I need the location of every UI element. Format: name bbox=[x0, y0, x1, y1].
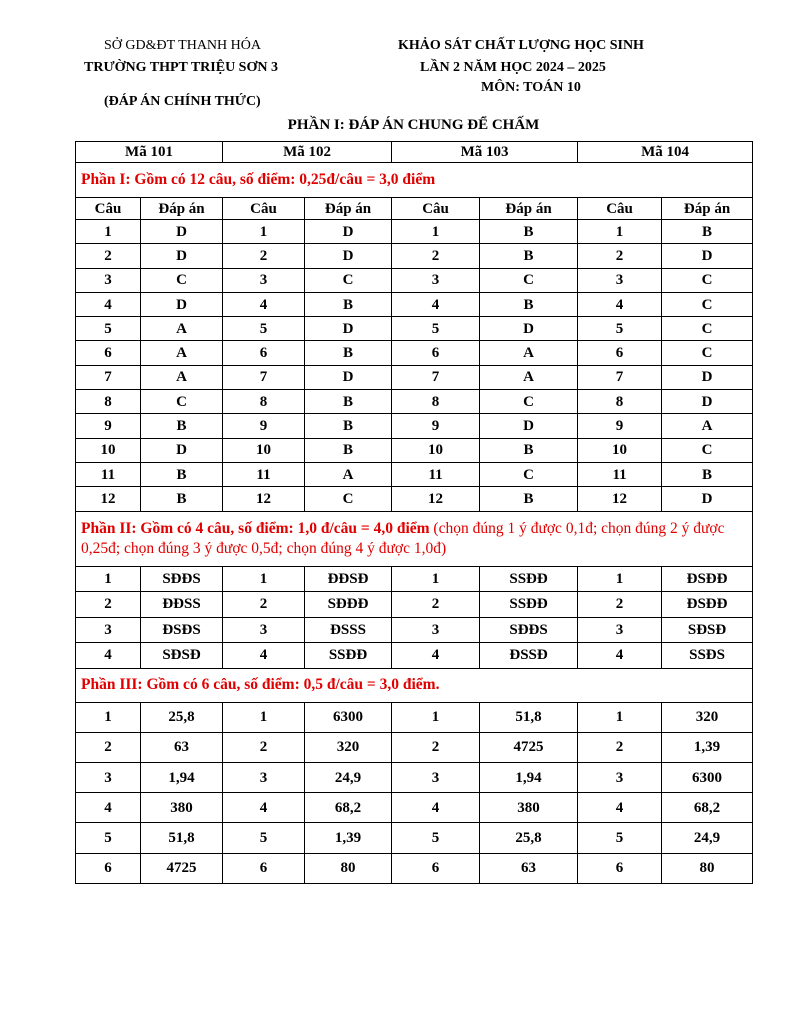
question-number: 1 bbox=[578, 220, 662, 244]
answer-cell: 25,8 bbox=[141, 702, 223, 732]
question-number: 2 bbox=[578, 732, 662, 762]
answer-cell: SSĐĐ bbox=[480, 592, 578, 618]
answer-cell: 24,9 bbox=[305, 762, 392, 792]
answer-cell: 80 bbox=[662, 853, 753, 883]
question-number: 2 bbox=[223, 592, 305, 618]
answer-cell: 51,8 bbox=[141, 823, 223, 853]
answer-cell: SĐSĐ bbox=[141, 643, 223, 669]
question-number: 7 bbox=[392, 365, 480, 389]
question-number: 6 bbox=[223, 853, 305, 883]
table-row bbox=[76, 292, 753, 316]
question-number: 11 bbox=[223, 462, 305, 486]
col-question-header: Câu bbox=[223, 198, 305, 220]
answer-cell: 6300 bbox=[662, 762, 753, 792]
question-number: 3 bbox=[76, 762, 141, 792]
col-question-header: Câu bbox=[578, 198, 662, 220]
question-number: 5 bbox=[578, 823, 662, 853]
answer-cell: B bbox=[480, 220, 578, 244]
answer-cell: ĐSĐS bbox=[141, 617, 223, 643]
col-question-header: Câu bbox=[392, 198, 480, 220]
col-question-header: Câu bbox=[76, 198, 141, 220]
answer-cell: C bbox=[141, 390, 223, 414]
question-number: 10 bbox=[223, 438, 305, 462]
answer-cell: SSĐĐ bbox=[305, 643, 392, 669]
answer-cell: C bbox=[480, 390, 578, 414]
question-number: 8 bbox=[223, 390, 305, 414]
table-row bbox=[76, 244, 753, 268]
answer-cell: C bbox=[662, 317, 753, 341]
question-number: 4 bbox=[76, 292, 141, 316]
table-row bbox=[76, 317, 753, 341]
question-number: 3 bbox=[578, 268, 662, 292]
question-number: 5 bbox=[76, 317, 141, 341]
answer-cell: 1,39 bbox=[662, 732, 753, 762]
question-number: 1 bbox=[392, 220, 480, 244]
question-number: 12 bbox=[76, 487, 141, 511]
question-number: 2 bbox=[223, 244, 305, 268]
question-number: 4 bbox=[223, 643, 305, 669]
part2-title: Phần II: Gồm có 4 câu, số điểm: 1,0 đ/câu = 4,0 điểm bbox=[81, 519, 430, 537]
exam-code: Mã 103 bbox=[392, 142, 578, 163]
question-number: 4 bbox=[223, 292, 305, 316]
answer-cell: D bbox=[480, 317, 578, 341]
answer-cell: SĐĐS bbox=[480, 617, 578, 643]
table-row bbox=[76, 592, 753, 618]
table-row bbox=[76, 220, 753, 244]
question-number: 7 bbox=[223, 365, 305, 389]
answer-cell: D bbox=[305, 365, 392, 389]
table-row bbox=[76, 414, 753, 438]
question-number: 2 bbox=[76, 592, 141, 618]
question-number: 9 bbox=[76, 414, 141, 438]
question-number: 4 bbox=[223, 793, 305, 823]
answer-cell: A bbox=[141, 365, 223, 389]
question-number: 5 bbox=[578, 317, 662, 341]
question-number: 7 bbox=[76, 365, 141, 389]
answer-cell: 320 bbox=[305, 732, 392, 762]
answer-cell: SĐĐS bbox=[141, 566, 223, 592]
exam-round: LẦN 2 NĂM HỌC 2024 – 2025 bbox=[420, 60, 606, 75]
question-number: 8 bbox=[76, 390, 141, 414]
table-row bbox=[76, 487, 753, 511]
question-number: 1 bbox=[223, 566, 305, 592]
answer-cell: C bbox=[662, 438, 753, 462]
table-row bbox=[76, 617, 753, 643]
answer-cell: D bbox=[305, 220, 392, 244]
question-number: 1 bbox=[76, 702, 141, 732]
question-number: 11 bbox=[392, 462, 480, 486]
answer-cell: B bbox=[480, 292, 578, 316]
answer-cell: ĐSSĐ bbox=[480, 643, 578, 669]
answer-cell: SĐĐĐ bbox=[305, 592, 392, 618]
answer-cell: 63 bbox=[141, 732, 223, 762]
question-number: 1 bbox=[392, 702, 480, 732]
exam-code: Mã 102 bbox=[223, 142, 392, 163]
answer-cell: B bbox=[305, 341, 392, 365]
answer-cell: A bbox=[305, 462, 392, 486]
question-number: 9 bbox=[392, 414, 480, 438]
question-number: 7 bbox=[578, 365, 662, 389]
exam-code: Mã 101 bbox=[76, 142, 223, 163]
question-number: 3 bbox=[392, 617, 480, 643]
answer-cell: 68,2 bbox=[662, 793, 753, 823]
subject: MÔN: TOÁN 10 bbox=[481, 80, 581, 95]
answer-cell: 68,2 bbox=[305, 793, 392, 823]
question-number: 11 bbox=[578, 462, 662, 486]
part3-header-row bbox=[76, 668, 753, 702]
question-number: 2 bbox=[76, 732, 141, 762]
question-number: 9 bbox=[578, 414, 662, 438]
question-number: 2 bbox=[392, 592, 480, 618]
dept-name: SỞ GD&ĐT THANH HÓA bbox=[104, 38, 261, 53]
question-number: 3 bbox=[223, 762, 305, 792]
col-answer-header: Đáp án bbox=[305, 198, 392, 220]
question-number: 6 bbox=[392, 341, 480, 365]
question-number: 10 bbox=[392, 438, 480, 462]
answer-cell: C bbox=[305, 268, 392, 292]
question-number: 9 bbox=[223, 414, 305, 438]
answer-cell: D bbox=[305, 317, 392, 341]
question-number: 3 bbox=[76, 617, 141, 643]
question-number: 12 bbox=[578, 487, 662, 511]
answer-cell: B bbox=[141, 487, 223, 511]
answer-cell: ĐSĐĐ bbox=[662, 592, 753, 618]
answer-cell: 25,8 bbox=[480, 823, 578, 853]
official-label: (ĐÁP ÁN CHÍNH THỨC) bbox=[104, 94, 261, 109]
answer-cell: A bbox=[480, 341, 578, 365]
question-number: 3 bbox=[392, 268, 480, 292]
question-number: 4 bbox=[578, 793, 662, 823]
answer-cell: ĐSSS bbox=[305, 617, 392, 643]
answer-cell: 1,94 bbox=[480, 762, 578, 792]
answer-cell: C bbox=[480, 462, 578, 486]
answer-cell: 1,94 bbox=[141, 762, 223, 792]
question-number: 12 bbox=[392, 487, 480, 511]
question-number: 6 bbox=[76, 341, 141, 365]
question-number: 4 bbox=[76, 793, 141, 823]
question-number: 4 bbox=[392, 643, 480, 669]
answer-cell: D bbox=[141, 220, 223, 244]
answer-cell: A bbox=[141, 317, 223, 341]
question-number: 3 bbox=[578, 617, 662, 643]
question-number: 4 bbox=[76, 643, 141, 669]
question-number: 1 bbox=[223, 220, 305, 244]
table-row bbox=[76, 390, 753, 414]
answer-cell: D bbox=[662, 390, 753, 414]
part2-note: (chọn đúng 1 ý được 0,1đ; chọn đúng 2 ý được 0,25đ; chọn đúng 3 ý được 0,5đ; chọn đúng 4 ý được 1,0đ) bbox=[81, 519, 725, 557]
table-row bbox=[76, 341, 753, 365]
answer-cell: 24,9 bbox=[662, 823, 753, 853]
answer-cell: B bbox=[141, 414, 223, 438]
col-answer-header: Đáp án bbox=[141, 198, 223, 220]
answer-cell: B bbox=[305, 414, 392, 438]
question-number: 10 bbox=[76, 438, 141, 462]
answer-cell: 320 bbox=[662, 702, 753, 732]
question-number: 3 bbox=[578, 762, 662, 792]
answer-cell: ĐĐSS bbox=[141, 592, 223, 618]
question-number: 6 bbox=[578, 341, 662, 365]
question-number: 3 bbox=[392, 762, 480, 792]
question-number: 3 bbox=[223, 268, 305, 292]
answer-cell: SSĐĐ bbox=[480, 566, 578, 592]
answer-cell: D bbox=[141, 292, 223, 316]
question-number: 2 bbox=[223, 732, 305, 762]
question-number: 3 bbox=[76, 268, 141, 292]
answer-cell: ĐSĐĐ bbox=[662, 566, 753, 592]
answer-cell: C bbox=[141, 268, 223, 292]
question-number: 6 bbox=[392, 853, 480, 883]
question-number: 5 bbox=[392, 823, 480, 853]
table-row bbox=[76, 762, 753, 792]
answer-cell: C bbox=[662, 341, 753, 365]
table-row bbox=[76, 268, 753, 292]
question-number: 4 bbox=[578, 643, 662, 669]
answer-cell: SĐSĐ bbox=[662, 617, 753, 643]
question-number: 2 bbox=[392, 732, 480, 762]
part3-title: Phần III: Gồm có 6 câu, số điểm: 0,5 đ/câu = 3,0 điểm. bbox=[76, 668, 753, 702]
part1-header-row bbox=[76, 163, 753, 198]
answer-cell: B bbox=[305, 292, 392, 316]
question-number: 5 bbox=[223, 317, 305, 341]
answer-cell: B bbox=[305, 438, 392, 462]
question-number: 12 bbox=[223, 487, 305, 511]
column-header-row bbox=[76, 198, 753, 220]
answer-cell: A bbox=[141, 341, 223, 365]
answer-cell: 380 bbox=[480, 793, 578, 823]
question-number: 5 bbox=[223, 823, 305, 853]
table-row bbox=[76, 365, 753, 389]
answer-cell: D bbox=[305, 244, 392, 268]
table-row bbox=[76, 566, 753, 592]
table-row bbox=[76, 732, 753, 762]
col-answer-header: Đáp án bbox=[662, 198, 753, 220]
question-number: 8 bbox=[392, 390, 480, 414]
table-row bbox=[76, 853, 753, 883]
answer-cell: 51,8 bbox=[480, 702, 578, 732]
question-number: 2 bbox=[578, 592, 662, 618]
table-row bbox=[76, 462, 753, 486]
school-name: TRƯỜNG THPT TRIỆU SƠN 3 bbox=[84, 60, 278, 75]
answer-cell: D bbox=[662, 244, 753, 268]
part2-header-row bbox=[76, 511, 753, 566]
question-number: 10 bbox=[578, 438, 662, 462]
answer-cell: C bbox=[662, 268, 753, 292]
question-number: 6 bbox=[578, 853, 662, 883]
answer-cell: B bbox=[305, 390, 392, 414]
table-row bbox=[76, 643, 753, 669]
answer-cell: D bbox=[662, 365, 753, 389]
answer-cell: C bbox=[305, 487, 392, 511]
answer-cell: ĐĐSĐ bbox=[305, 566, 392, 592]
table-row bbox=[76, 702, 753, 732]
question-number: 2 bbox=[76, 244, 141, 268]
answer-cell: B bbox=[141, 462, 223, 486]
answer-cell: B bbox=[480, 487, 578, 511]
answer-cell: D bbox=[480, 414, 578, 438]
answer-cell: D bbox=[662, 487, 753, 511]
question-number: 8 bbox=[578, 390, 662, 414]
answer-cell: SSĐS bbox=[662, 643, 753, 669]
answer-cell: B bbox=[662, 462, 753, 486]
question-number: 2 bbox=[578, 244, 662, 268]
question-number: 4 bbox=[578, 292, 662, 316]
question-number: 5 bbox=[392, 317, 480, 341]
answer-key-table bbox=[75, 141, 753, 884]
answer-cell: 6300 bbox=[305, 702, 392, 732]
part2-title-cell bbox=[76, 511, 753, 566]
answer-cell: C bbox=[662, 292, 753, 316]
question-number: 11 bbox=[76, 462, 141, 486]
question-number: 1 bbox=[76, 220, 141, 244]
answer-cell: 80 bbox=[305, 853, 392, 883]
answer-cell: B bbox=[480, 244, 578, 268]
table-row bbox=[76, 793, 753, 823]
table-row bbox=[76, 823, 753, 853]
question-number: 1 bbox=[392, 566, 480, 592]
answer-cell: 1,39 bbox=[305, 823, 392, 853]
answer-cell: 63 bbox=[480, 853, 578, 883]
exam-code: Mã 104 bbox=[578, 142, 753, 163]
answer-cell: 4725 bbox=[480, 732, 578, 762]
exam-title: KHẢO SÁT CHẤT LƯỢNG HỌC SINH bbox=[398, 38, 644, 53]
question-number: 3 bbox=[223, 617, 305, 643]
answer-cell: D bbox=[141, 438, 223, 462]
table-row bbox=[76, 438, 753, 462]
answer-cell: B bbox=[662, 220, 753, 244]
question-number: 4 bbox=[392, 793, 480, 823]
answer-cell: 4725 bbox=[141, 853, 223, 883]
question-number: 1 bbox=[578, 566, 662, 592]
question-number: 1 bbox=[76, 566, 141, 592]
answer-cell: A bbox=[662, 414, 753, 438]
answer-cell: A bbox=[480, 365, 578, 389]
answer-cell: B bbox=[480, 438, 578, 462]
section-title: PHẦN I: ĐÁP ÁN CHUNG ĐỂ CHẤM bbox=[287, 117, 540, 133]
question-number: 4 bbox=[392, 292, 480, 316]
question-number: 5 bbox=[76, 823, 141, 853]
question-number: 6 bbox=[76, 853, 141, 883]
question-number: 6 bbox=[223, 341, 305, 365]
answer-cell: 380 bbox=[141, 793, 223, 823]
answer-cell: D bbox=[141, 244, 223, 268]
answer-cell: C bbox=[480, 268, 578, 292]
col-answer-header: Đáp án bbox=[480, 198, 578, 220]
question-number: 2 bbox=[392, 244, 480, 268]
exam-code-row bbox=[76, 142, 753, 163]
part1-title: Phần I: Gồm có 12 câu, số điểm: 0,25đ/câu = 3,0 điểm bbox=[76, 163, 753, 198]
question-number: 1 bbox=[578, 702, 662, 732]
question-number: 1 bbox=[223, 702, 305, 732]
